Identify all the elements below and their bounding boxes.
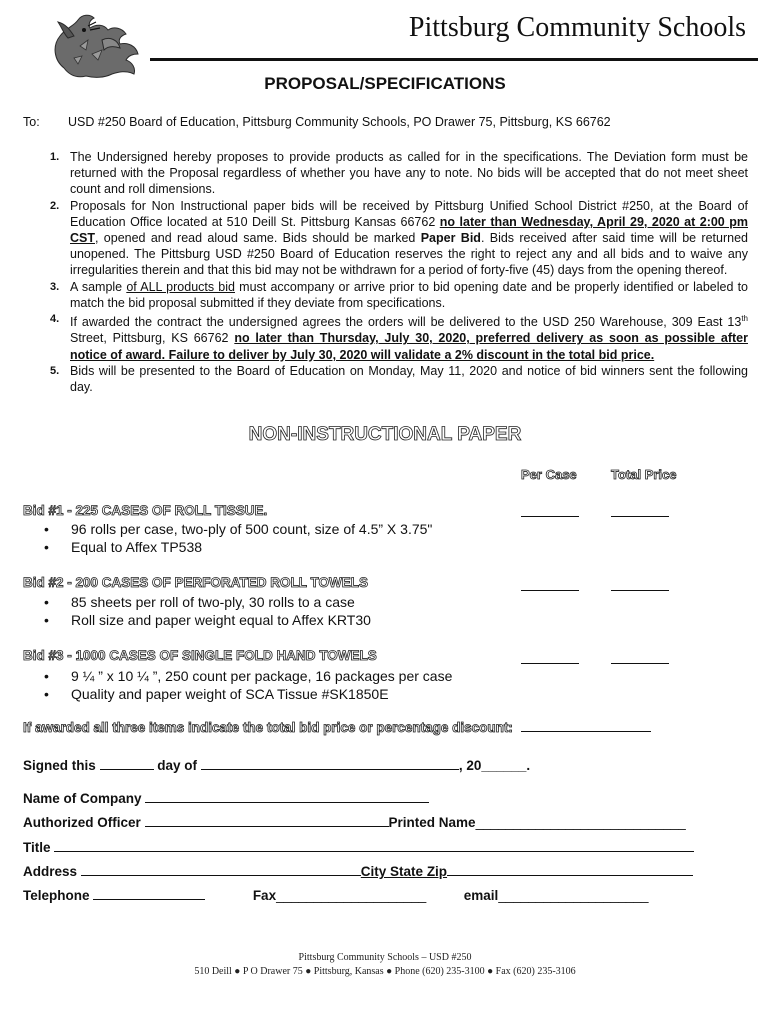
footer-line-1: Pittsburg Community Schools – USD #250 [298,952,472,963]
total-price-blank[interactable] [611,577,669,591]
title-label: Title [23,840,51,855]
telephone-label: Telephone [23,888,90,903]
dragon-mascot-icon [44,10,152,82]
samples-required: of ALL products bid [126,279,235,294]
term-text: Street, Pittsburg, KS 66762 [70,331,235,346]
city-state-zip-field[interactable] [447,862,693,876]
printed-name-field[interactable]: ____________________________ [475,815,686,830]
per-case-blank[interactable] [521,503,579,517]
term-number: 4. [50,313,60,326]
fax-label: Fax [252,888,277,903]
bid-specs [44,593,371,629]
per-case-blank[interactable] [521,650,579,664]
address-row [23,862,693,879]
to-label: To: [23,115,40,129]
year-prefix: , 20 [458,758,482,773]
to-text: USD #250 Board of Education, Pittsburg Community Schools, PO Drawer 75, Pittsburg, KS 66762 [68,115,611,129]
signed-row [23,756,530,773]
total-price-blank[interactable] [611,503,669,517]
term-number: 1. [50,151,60,163]
bid-specs [44,520,432,556]
spec-item: • 96 rolls per case, two-ply of 500 count, size of 4.5” X 3.75" [44,520,432,538]
terms-list [44,149,748,395]
bid-title: Bid #2 - 200 CASES OF PERFORATED ROLL TOWELS [23,575,369,590]
company-row [23,789,429,806]
bid-mark: Paper Bid [420,231,481,246]
telephone-field[interactable] [93,886,205,900]
section-title: NON-INSTRUCTIONAL PAPER [248,424,522,445]
email-label: email [463,888,499,903]
spec-item: • Quality and paper weight of SCA Tissue #SK1850E [44,685,452,703]
total-bid-blank[interactable] [521,719,651,732]
term-text: The Undersigned hereby proposes to provide products as called for in the specifications. The Deviation form must be returned with the Proposal regardless of whether you have any to note. No bids will be accepted that do not meet sheet count and roll dimensions. [70,150,748,197]
per-case-header: Per Case [521,467,577,482]
bid-title: Bid #3 - 1000 CASES OF SINGLE FOLD HAND TOWELS [23,648,377,663]
total-bid-line [23,719,651,735]
term-number: 3. [50,280,60,293]
bid-title: Bid #1 - 225 CASES OF ROLL TISSUE. [23,503,268,518]
school-name: Pittsburg Community Schools [408,12,746,43]
spec-item: • Roll size and paper weight equal to Affex KRT30 [44,611,371,629]
footer-line-2: 510 Deill ● P O Drawer 75 ● Pittsburg, Kansas ● Phone (620) 235-3100 ● Fax (620) 235-3106 [194,966,576,977]
term-item [44,311,748,363]
total-bid-prompt: If awarded all three items indicate the total bid price or percentage discount: [23,720,513,735]
fax-field[interactable]: ____________________ [276,888,427,903]
term-item [44,363,748,395]
officer-label: Authorized Officer [23,815,141,830]
address-label: Address [23,864,78,879]
spec-item: • Equal to Affex TP538 [44,538,432,556]
ordinal-suffix: th [741,314,748,324]
email-field[interactable]: ____________________ [498,888,649,903]
term-text: If awarded the contract the undersigned agrees the orders will be delivered to the USD 250 Warehouse, 309 East 13 [70,315,742,330]
officer-field[interactable] [145,813,389,827]
term-item [44,198,748,279]
contact-row [23,886,648,903]
delivery-deadline: no later than Thursday, July 30, 2020, preferred delivery as soon as possible after notice of award. Failure to deliver by July 30, 2020 will validate a 2% discount in the total bid price. [70,331,748,362]
printed-name-label: Printed Name [388,815,476,830]
address-field[interactable] [81,862,361,876]
header-divider [150,58,758,61]
term-text: , opened and read aloud same. Bids should be marked [95,231,421,246]
year-field[interactable]: ______. [481,758,531,773]
title-field[interactable] [54,838,694,852]
bid-deadline: no later than Wednesday, April 29, 2020 at 2:00 pm CST [70,214,748,246]
term-text: A sample [70,279,127,294]
total-price-header: Total Price [611,467,677,482]
day-of-label: day of [157,758,198,773]
month-field[interactable] [201,756,459,770]
term-text: . Bids received after said time will be returned unopened. The Pittsburg USD #250 Board of Education reserves the right to reject any and all bids and to waive any irregularities therein and that this bid may not be withdrawn for a period of forty-five (45) days from the opening thereof. [70,231,748,278]
term-text: must accompany or arrive prior to bid opening date and be properly identified or labeled to match the bid proposal submitted if they deviate from specifications. [70,279,749,310]
company-field[interactable] [145,789,429,803]
spec-item: • 9 ¼ ” x 10 ¼ ”, 250 count per package, 16 packages per case [44,667,452,685]
term-number: 5. [50,364,60,377]
bid-specs [44,667,452,703]
signed-this-label: Signed this [23,758,96,773]
day-field[interactable] [100,756,154,770]
spec-item: • 85 sheets per roll of two-ply, 30 rolls to a case [44,593,371,611]
addressee [23,115,611,129]
title-row [23,838,694,855]
total-price-blank[interactable] [611,650,669,664]
officer-row [23,813,686,830]
term-item [44,149,748,198]
per-case-blank[interactable] [521,577,579,591]
city-state-zip-label: City State Zip [360,864,448,879]
term-item [44,279,748,311]
company-label: Name of Company [23,791,142,806]
term-text: Bids will be presented to the Board of Education on Monday, May 11, 2020 and notice of bid winners sent the following day. [70,363,748,394]
page-title: PROPOSAL/SPECIFICATIONS [264,74,506,93]
term-text: Proposals for Non Instructional paper bids will be received by Pittsburg Unified School District #250, at the Board of Education Office located at 510 Deill St. Pittsburg Kansas 66762 [70,198,748,229]
term-number: 2. [50,199,60,212]
